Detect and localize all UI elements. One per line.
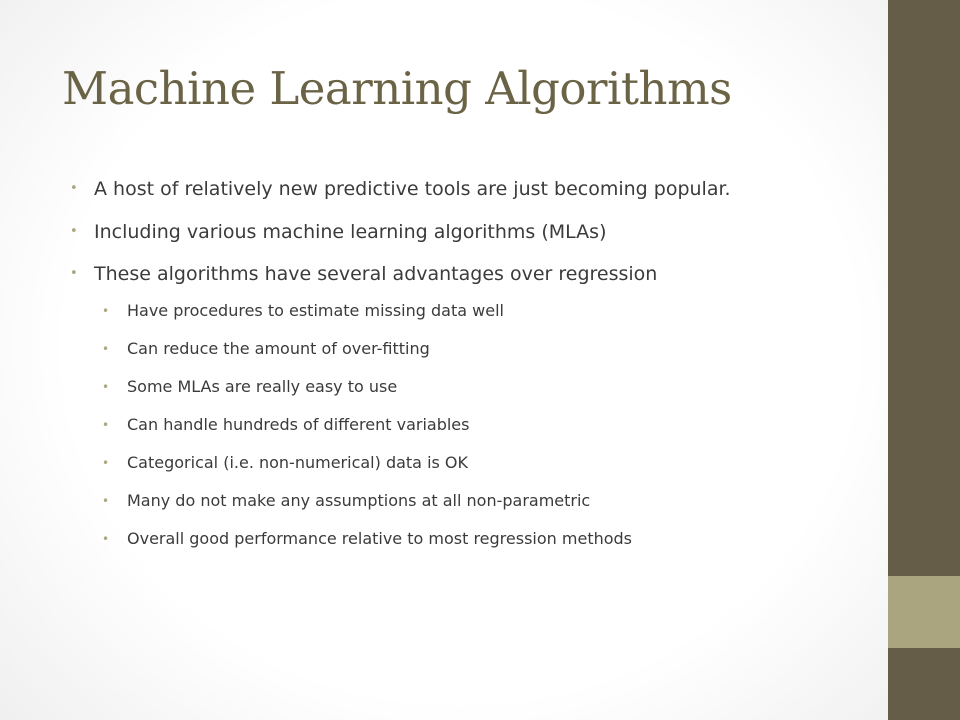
- sidebar-band-light: [888, 576, 960, 648]
- sub-bullet-text: Overall good performance relative to most regression methods: [127, 529, 633, 548]
- sub-bullet-item: [70, 301, 860, 321]
- bullet-dot-icon: •: [102, 494, 110, 508]
- sidebar-band-dark-bottom: [888, 648, 960, 720]
- bullet-dot-icon: •: [102, 532, 110, 546]
- bullet-dot-icon: •: [70, 266, 78, 281]
- bullet-text: Including various machine learning algorithms (MLAs): [94, 221, 607, 243]
- sub-bullet-text: Can reduce the amount of over-fitting: [127, 339, 430, 358]
- bullet-list: [70, 176, 860, 567]
- bullet-text: These algorithms have several advantages over regression: [94, 263, 658, 285]
- sub-bullet-item: [70, 339, 860, 359]
- sub-bullet-item: [70, 491, 860, 511]
- bullet-item: [70, 219, 860, 245]
- bullet-item: [70, 261, 860, 287]
- bullet-dot-icon: •: [102, 304, 110, 318]
- bullet-text: A host of relatively new predictive tools are just becoming popular.: [94, 178, 731, 200]
- sub-bullet-text: Some MLAs are really easy to use: [127, 377, 398, 396]
- bullet-dot-icon: •: [102, 456, 110, 470]
- slide-title: Machine Learning Algorithms: [62, 62, 732, 115]
- bullet-dot-icon: •: [102, 418, 110, 432]
- sub-bullet-item: [70, 377, 860, 397]
- sub-bullet-text: Categorical (i.e. non-numerical) data is OK: [127, 453, 469, 472]
- bullet-item: [70, 176, 860, 202]
- sub-bullet-item: [70, 415, 860, 435]
- sidebar-band-dark-top: [888, 0, 960, 576]
- bullet-dot-icon: •: [70, 181, 78, 196]
- bullet-dot-icon: •: [102, 380, 110, 394]
- sub-bullet-text: Can handle hundreds of different variables: [127, 415, 470, 434]
- sub-bullet-item: [70, 453, 860, 473]
- sub-bullet-item: [70, 529, 860, 549]
- sub-bullet-text: Have procedures to estimate missing data well: [127, 301, 504, 320]
- sub-bullet-text: Many do not make any assumptions at all non-parametric: [127, 491, 591, 510]
- bullet-dot-icon: •: [70, 224, 78, 239]
- bullet-dot-icon: •: [102, 342, 110, 356]
